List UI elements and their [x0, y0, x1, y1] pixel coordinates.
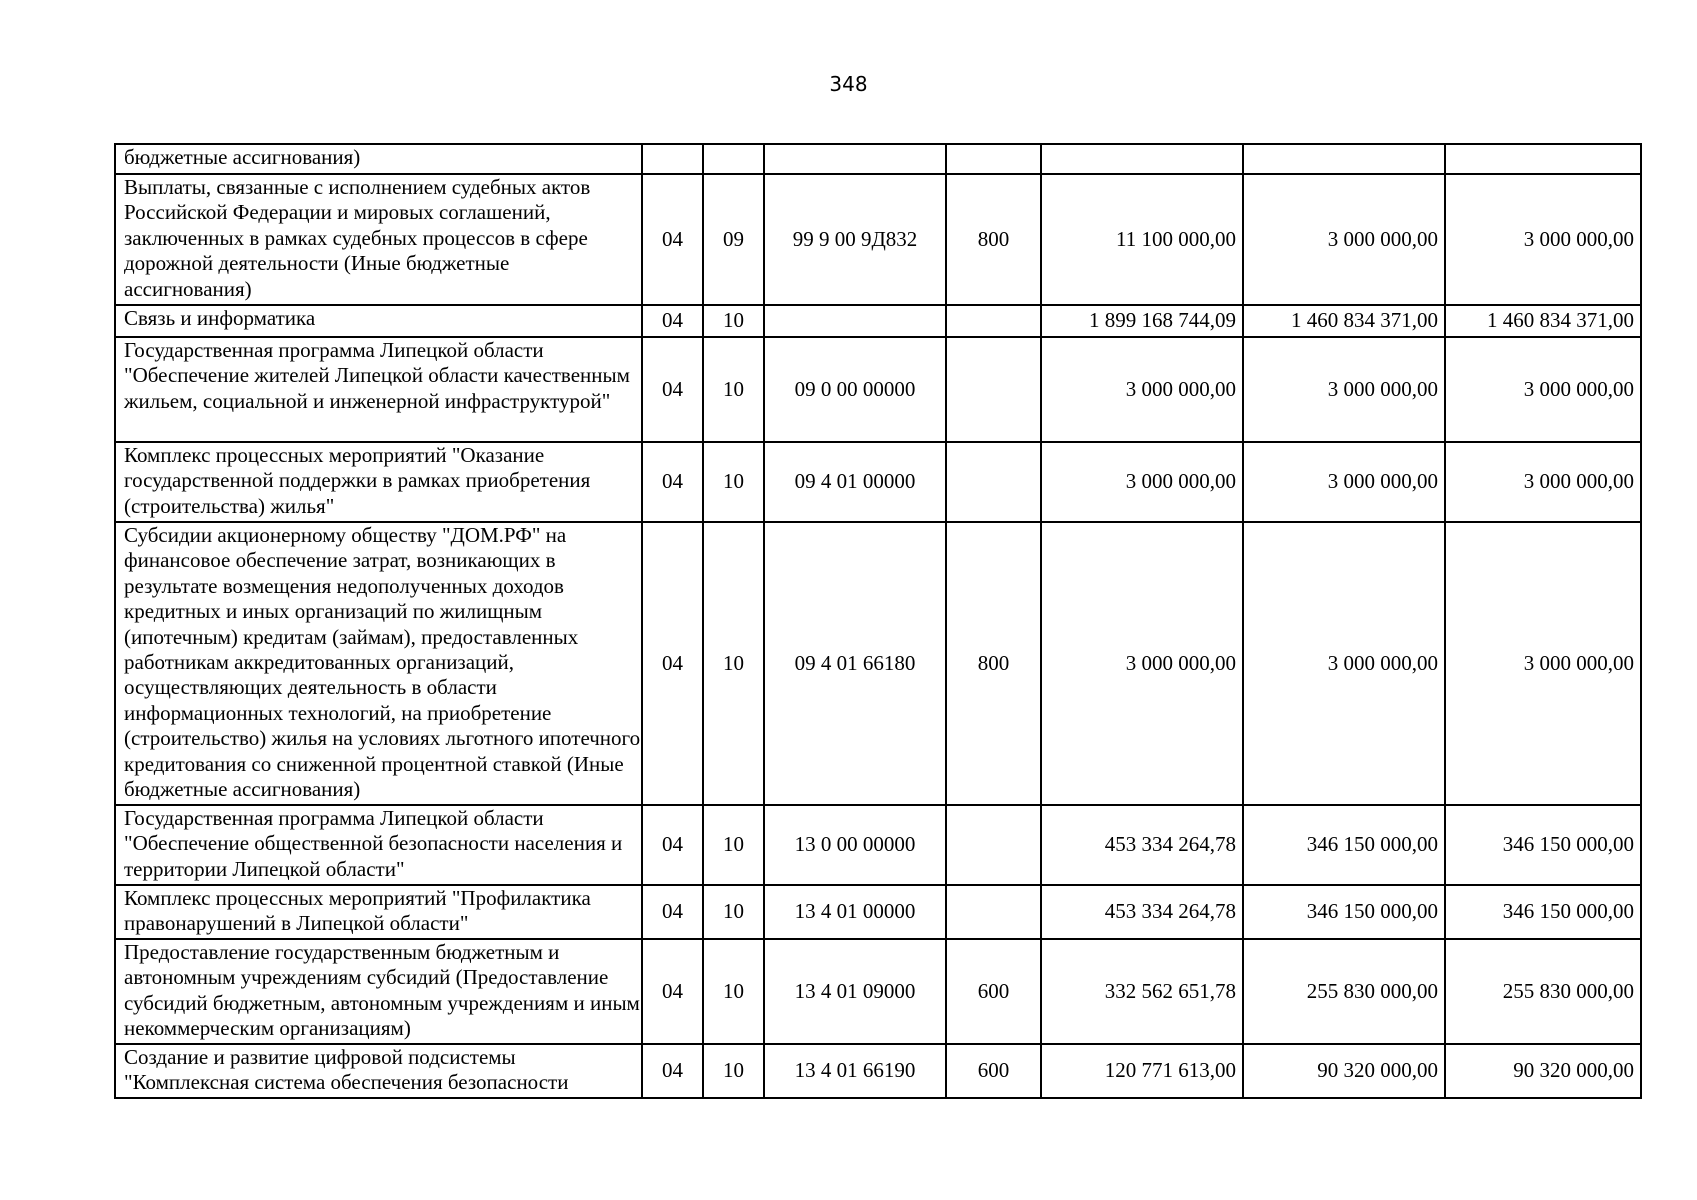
amount-year-3: 90 320 000,00	[1445, 1044, 1641, 1098]
target-item-code: 13 4 01 09000	[764, 939, 946, 1044]
amount-year-3: 1 460 834 371,00	[1445, 305, 1641, 337]
amount-year-3: 255 830 000,00	[1445, 939, 1641, 1044]
item-name: Предоставление государственным бюджетным и автономным учреждениям субсидий (Предоставление субсидий бюджетным, автономным учреждениям и иным некоммерческим организациям)	[115, 939, 642, 1044]
amount-year-2: 90 320 000,00	[1243, 1044, 1445, 1098]
table-row	[115, 144, 1641, 174]
section-code: 04	[642, 337, 703, 442]
table-row	[115, 522, 1641, 805]
target-item-code: 09 0 00 00000	[764, 337, 946, 442]
amount-year-1: 3 000 000,00	[1041, 522, 1243, 805]
target-item-code: 09 4 01 66180	[764, 522, 946, 805]
item-name: Выплаты, связанные с исполнением судебных актов Российской Федерации и мировых соглашений, заключенных в рамках судебных процессов в сфере дорожной деятельности (Иные бюджетные ассигнования)	[115, 174, 642, 305]
target-item-code: 99 9 00 9Д832	[764, 174, 946, 305]
amount-year-2: 1 460 834 371,00	[1243, 305, 1445, 337]
amount-year-1	[1041, 144, 1243, 174]
item-name: Субсидии акционерному обществу "ДОМ.РФ" на финансовое обеспечение затрат, возникающих в результате возмещения недополученных доходов кредитных и иных организаций по жилищным (ипотечным) кредитам (займам), предоставленных работникам аккредитованных организаций, осуществляющих деятельность в области информационных технологий, на приобретение (строительство) жилья на условиях льготного ипотечного кредитования со сниженной процентной ставкой (Иные бюджетные ассигнования)	[115, 522, 642, 805]
expense-type-code	[946, 144, 1041, 174]
expense-type-code: 800	[946, 174, 1041, 305]
subsection-code: 10	[703, 885, 764, 939]
amount-year-2: 3 000 000,00	[1243, 174, 1445, 305]
table-row	[115, 337, 1641, 442]
expense-type-code	[946, 805, 1041, 885]
item-name: Создание и развитие цифровой подсистемы "Комплексная система обеспечения безопасности	[115, 1044, 642, 1098]
target-item-code	[764, 305, 946, 337]
subsection-code: 10	[703, 337, 764, 442]
subsection-code	[703, 144, 764, 174]
amount-year-1: 453 334 264,78	[1041, 805, 1243, 885]
section-code: 04	[642, 305, 703, 337]
expense-type-code: 600	[946, 1044, 1041, 1098]
section-code: 04	[642, 805, 703, 885]
target-item-code: 13 4 01 00000	[764, 885, 946, 939]
item-name: Государственная программа Липецкой области "Обеспечение жителей Липецкой области качественным жильем, социальной и инженерной инфраструктурой"	[115, 337, 642, 442]
amount-year-2: 3 000 000,00	[1243, 337, 1445, 442]
section-code: 04	[642, 939, 703, 1044]
amount-year-1: 120 771 613,00	[1041, 1044, 1243, 1098]
section-code: 04	[642, 885, 703, 939]
table-row	[115, 805, 1641, 885]
subsection-code: 10	[703, 442, 764, 522]
subsection-code: 10	[703, 522, 764, 805]
table-row	[115, 305, 1641, 337]
amount-year-2: 3 000 000,00	[1243, 442, 1445, 522]
target-item-code: 13 0 00 00000	[764, 805, 946, 885]
item-name: Комплекс процессных мероприятий "Оказание государственной поддержки в рамках приобретения (строительства) жилья"	[115, 442, 642, 522]
amount-year-2	[1243, 144, 1445, 174]
amount-year-3	[1445, 144, 1641, 174]
table-row	[115, 939, 1641, 1044]
subsection-code: 10	[703, 939, 764, 1044]
item-name: Комплекс процессных мероприятий "Профилактика правонарушений в Липецкой области"	[115, 885, 642, 939]
subsection-code: 10	[703, 1044, 764, 1098]
section-code: 04	[642, 442, 703, 522]
target-item-code	[764, 144, 946, 174]
amount-year-3: 3 000 000,00	[1445, 522, 1641, 805]
page-number: 348	[829, 72, 868, 96]
amount-year-2: 346 150 000,00	[1243, 885, 1445, 939]
subsection-code: 09	[703, 174, 764, 305]
amount-year-2: 346 150 000,00	[1243, 805, 1445, 885]
subsection-code: 10	[703, 305, 764, 337]
expense-type-code	[946, 305, 1041, 337]
amount-year-1: 3 000 000,00	[1041, 442, 1243, 522]
expense-type-code: 600	[946, 939, 1041, 1044]
table-row	[115, 174, 1641, 305]
amount-year-1: 1 899 168 744,09	[1041, 305, 1243, 337]
expense-type-code	[946, 885, 1041, 939]
amount-year-3: 3 000 000,00	[1445, 337, 1641, 442]
expense-type-code: 800	[946, 522, 1041, 805]
amount-year-3: 346 150 000,00	[1445, 805, 1641, 885]
amount-year-3: 3 000 000,00	[1445, 442, 1641, 522]
section-code: 04	[642, 1044, 703, 1098]
amount-year-1: 332 562 651,78	[1041, 939, 1243, 1044]
target-item-code: 13 4 01 66190	[764, 1044, 946, 1098]
section-code: 04	[642, 522, 703, 805]
amount-year-1: 11 100 000,00	[1041, 174, 1243, 305]
table-row	[115, 1044, 1641, 1098]
amount-year-1: 3 000 000,00	[1041, 337, 1243, 442]
table-row	[115, 885, 1641, 939]
item-name: Государственная программа Липецкой области "Обеспечение общественной безопасности населения и территории Липецкой области"	[115, 805, 642, 885]
table-row	[115, 442, 1641, 522]
target-item-code: 09 4 01 00000	[764, 442, 946, 522]
amount-year-1: 453 334 264,78	[1041, 885, 1243, 939]
subsection-code: 10	[703, 805, 764, 885]
item-name: бюджетные ассигнования)	[115, 144, 642, 174]
amount-year-2: 3 000 000,00	[1243, 522, 1445, 805]
item-name: Связь и информатика	[115, 305, 642, 337]
expense-type-code	[946, 442, 1041, 522]
amount-year-3: 3 000 000,00	[1445, 174, 1641, 305]
section-code: 04	[642, 174, 703, 305]
amount-year-3: 346 150 000,00	[1445, 885, 1641, 939]
budget-table	[114, 143, 1642, 1099]
section-code	[642, 144, 703, 174]
amount-year-2: 255 830 000,00	[1243, 939, 1445, 1044]
expense-type-code	[946, 337, 1041, 442]
